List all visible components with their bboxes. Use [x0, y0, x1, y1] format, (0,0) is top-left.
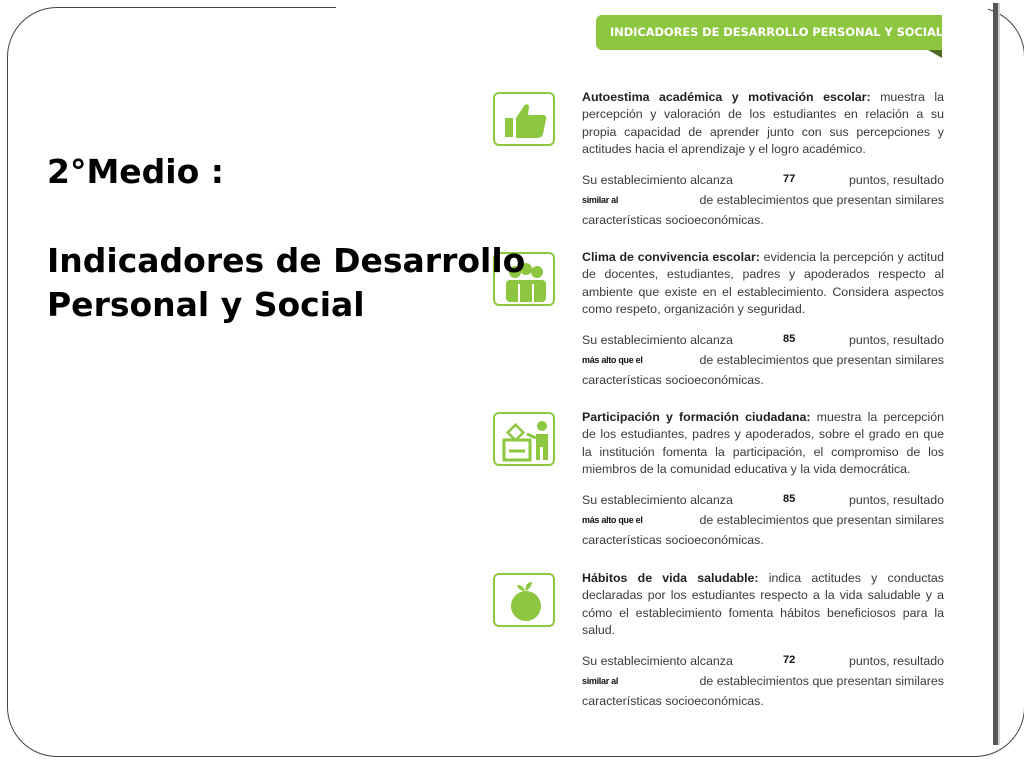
indicator-result	[582, 173, 944, 225]
indicator-result	[582, 493, 944, 545]
result-end: características socioeconómicas.	[582, 373, 764, 387]
result-end: características socioeconómicas.	[582, 533, 764, 547]
indicator-result	[582, 654, 944, 706]
indicator-name: Hábitos de vida saludable:	[582, 571, 759, 585]
slide-title-line2: Indicadores de Desarrollo Personal y Social	[47, 241, 526, 324]
indicator-name: Autoestima académica y motivación escolar:	[582, 90, 871, 104]
result-prefix: Su establecimiento alcanza	[582, 654, 733, 668]
result-comparison: similar al	[582, 195, 619, 205]
indicator-desc-text: muestra la percepción y valoración de los estudiantes en relación a su propia capacidad de aprender junto con sus percepciones y actitudes hacia el aprendizaje y el logro académico.	[582, 90, 944, 156]
result-comparison: más alto que el	[582, 515, 643, 525]
result-suffix: de establecimientos que presentan similares	[699, 674, 944, 688]
indicator-description	[582, 249, 944, 318]
slide-title-line1: 2°Medio :	[47, 152, 224, 191]
report-header-fold	[928, 50, 942, 58]
result-prefix: Su establecimiento alcanza	[582, 173, 733, 187]
result-comparison: más alto que el	[582, 355, 643, 365]
result-score: 85	[783, 493, 796, 505]
slide-title	[47, 150, 587, 327]
indicator-description	[582, 89, 944, 158]
thumbs-up-icon	[493, 92, 555, 146]
indicator-description	[582, 409, 944, 478]
result-suffix: de establecimientos que presentan similares	[699, 513, 944, 527]
indicator-desc-text: evidencia la percepción y actitud de docentes, estudiantes, padres y apoderados respecto al ambiente que existe en el establecimiento. Considera aspectos como respeto, organización y seguridad.	[582, 250, 944, 316]
indicator-desc-text: muestra la percepción de los estudiantes, padres y apoderados, sobre el grado en que la institución fomenta la participación, el compromiso de los miembros de la comunidad educativa y la vida democrática.	[582, 410, 944, 476]
result-mid: puntos, resultado	[848, 654, 944, 668]
result-comparison: similar al	[582, 676, 619, 686]
result-suffix: de establecimientos que presentan similares	[699, 193, 944, 207]
result-suffix: de establecimientos que presentan similares	[699, 353, 944, 367]
result-end: características socioeconómicas.	[582, 694, 764, 708]
result-score: 85	[783, 333, 796, 345]
result-mid: puntos, resultado	[848, 493, 944, 507]
report-header-bar	[596, 15, 942, 50]
result-prefix: Su establecimiento alcanza	[582, 493, 733, 507]
indicator-name: Clima de convivencia escolar:	[582, 250, 760, 264]
result-prefix: Su establecimiento alcanza	[582, 333, 733, 347]
voting-ballot-icon	[493, 412, 555, 466]
frame-gap	[336, 0, 988, 14]
indicator-result	[582, 333, 944, 385]
result-mid: puntos, resultado	[848, 333, 944, 347]
result-score: 77	[783, 173, 796, 185]
result-mid: puntos, resultado	[848, 173, 944, 187]
indicator-description	[582, 570, 944, 639]
indicator-name: Participación y formación ciudadana:	[582, 410, 811, 424]
result-end: características socioeconómicas.	[582, 213, 764, 227]
report-header-label: INDICADORES DE DESARROLLO PERSONAL Y SOCIAL	[610, 25, 943, 39]
result-score: 72	[783, 654, 796, 666]
indicator-desc-text: indica actitudes y conductas declaradas por los estudiantes respecto a la vida saludable y a cómo el establecimiento fomenta hábitos beneficiosos para la salud.	[582, 571, 944, 637]
apple-icon	[493, 573, 555, 627]
right-edge-bar-shadow	[998, 3, 1000, 745]
report-header	[596, 15, 942, 58]
